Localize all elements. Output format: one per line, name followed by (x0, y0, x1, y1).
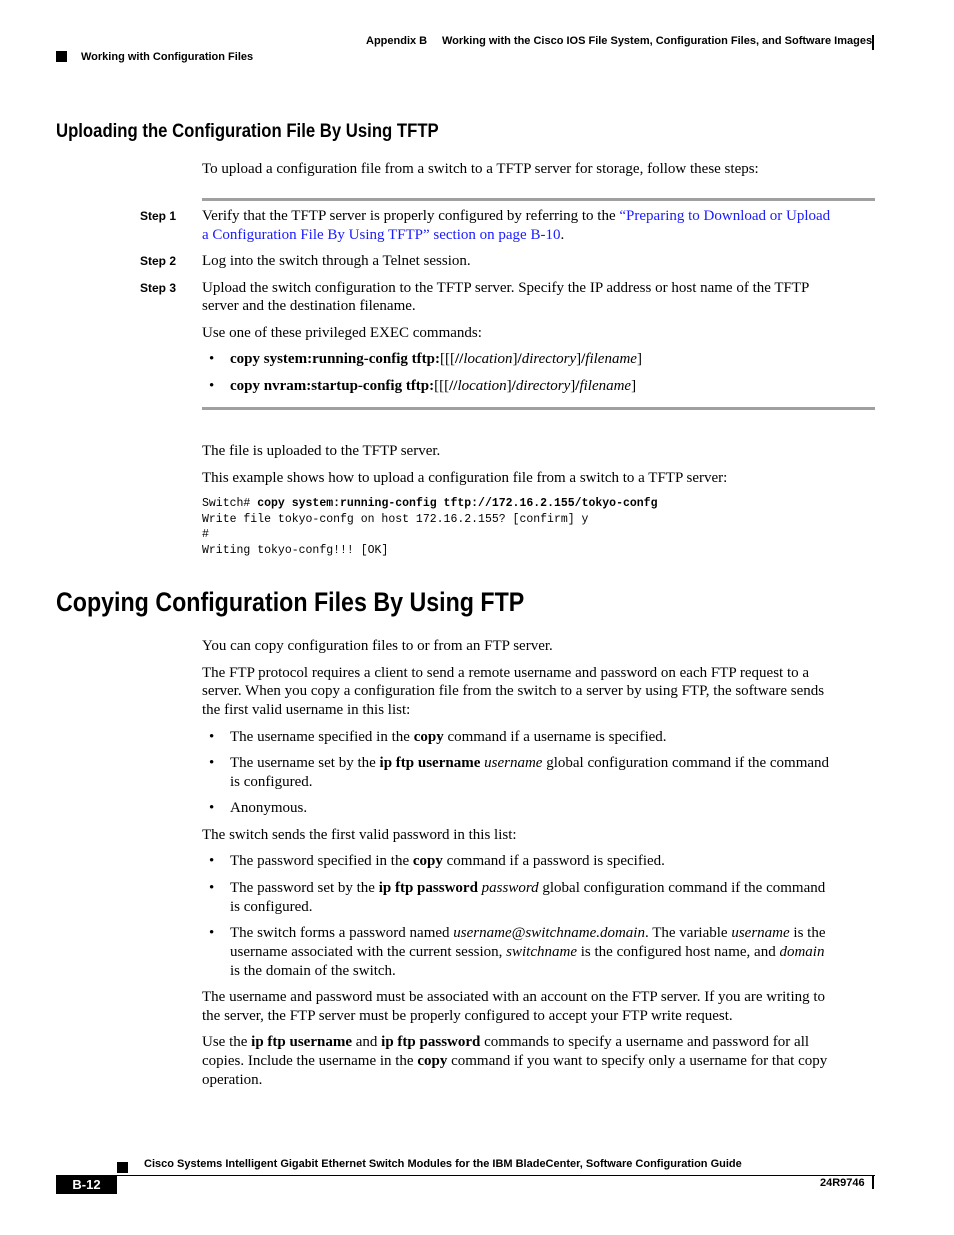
step1-text-line2 (202, 226, 564, 245)
password-item-3-line3: is the domain of the switch. (230, 963, 396, 979)
step1-label: Step 1 (140, 209, 177, 223)
code-line2: Write file tokyo-confg on host 172.16.2.155? [confirm] y (202, 513, 589, 526)
username-item-3: Anonymous. (230, 800, 308, 816)
ftp-p4-line2: the server, the FTP server must be properly configured to accept your FTP write request. (202, 1008, 733, 1024)
step1-link-part1[interactable]: “Preparing to Download or Upload (619, 208, 831, 224)
ftp-p5-line1: Use the ip ftp username and ip ftp password commands to specify a username and password for all (202, 1034, 810, 1050)
footer-doc-number: 24R9746 (820, 1177, 865, 1189)
steps-top-rule (202, 198, 875, 201)
section-heading-ftp: Copying Configuration Files By Using FTP (56, 587, 525, 617)
ftp-p5-line3: operation. (202, 1072, 263, 1088)
header-square (56, 51, 67, 62)
step1-link-part2[interactable]: a Configuration File By Using TFTP” section on page B-10 (202, 227, 561, 243)
uploaded-text: The file is uploaded to the TFTP server. (202, 443, 441, 459)
username-item-1: The username specified in the copy command if a username is specified. (230, 729, 667, 745)
bullet-u3: • (209, 800, 215, 816)
code-prompt: Switch# (202, 497, 258, 510)
cmd2-keyword: copy nvram:startup-config tftp: (230, 378, 435, 394)
command-running-config: copy system:running-config tftp:[[[//location]/directory]/filename] (230, 351, 642, 367)
cmd1-keyword: copy system:running-config tftp: (230, 351, 440, 367)
ftp-p3: The switch sends the first valid password in this list: (202, 827, 517, 843)
bullet-w2: • (209, 880, 215, 896)
bullet-w3: • (209, 925, 215, 941)
password-item-2: The password set by the ip ftp password password global configuration command if the command (230, 880, 826, 896)
bullet-cmd1: • (209, 351, 215, 367)
command-startup-config: copy nvram:startup-config tftp:[[[//location]/directory]/filename] (230, 378, 637, 394)
code-command: copy system:running-config tftp://172.16.2.155/tokyo-confg (257, 497, 658, 510)
header-section: Working with Configuration Files (81, 51, 254, 63)
ftp-p2-line3: the first valid username in this list: (202, 702, 411, 718)
password-item-1: The password specified in the copy command if a password is specified. (230, 853, 665, 869)
code-line3: # (202, 528, 209, 541)
step1-period: . (560, 227, 565, 243)
ftp-p5-line2: copies. Include the username in the copy command if you want to specify only a username for that copy (202, 1053, 828, 1069)
tftp-intro: To upload a configuration file from a switch to a TFTP server for storage, follow these steps: (202, 161, 759, 177)
use-one-text: Use one of these privileged EXEC commands: (202, 325, 482, 341)
footer-title: Cisco Systems Intelligent Gigabit Ethernet Switch Modules for the IBM BladeCenter, Software Configuration Guide (144, 1158, 742, 1170)
password-item-2-line2: is configured. (230, 899, 313, 915)
step2-text: Log into the switch through a Telnet session. (202, 253, 471, 269)
username-item-2-line2: is configured. (230, 774, 313, 790)
footer-rule (117, 1175, 875, 1176)
section-heading-tftp: Uploading the Configuration File By Using TFTP (56, 121, 439, 142)
step3-line1: Upload the switch configuration to the TFTP server. Specify the IP address or host name of the TFTP (202, 280, 810, 296)
username-item-2: The username set by the ip ftp username username global configuration command if the command (230, 755, 830, 771)
footer-page-number: B-12 (72, 1177, 101, 1192)
step3-line2: server and the destination filename. (202, 298, 416, 314)
code-line1 (202, 496, 657, 512)
ftp-p1: You can copy configuration files to or from an FTP server. (202, 638, 553, 654)
step3-label: Step 3 (140, 281, 177, 295)
bullet-u1: • (209, 729, 215, 745)
footer-square (117, 1162, 128, 1173)
bullet-u2: • (209, 755, 215, 771)
header-chapter: Working with the Cisco IOS File System, Configuration Files, and Software Images (442, 35, 873, 47)
password-item-3: The switch forms a password named username@switchname.domain. The variable username is the (230, 925, 826, 941)
ftp-p2-line2: server. When you copy a configuration file from the switch to a server by using FTP, the software sends (202, 683, 825, 699)
header-bar-right (872, 35, 874, 50)
ftp-p2-line1: The FTP protocol requires a client to send a remote username and password on each FTP request to a (202, 665, 810, 681)
step1-text (202, 207, 882, 226)
password-item-3-line2: username associated with the current session, switchname is the configured host name, and domain (230, 944, 825, 960)
steps-bottom-rule (202, 407, 875, 410)
ftp-p4-line1: The username and password must be associated with an account on the FTP server. If you are writing to (202, 989, 826, 1005)
footer-bar-right (872, 1175, 874, 1189)
bullet-cmd2: • (209, 378, 215, 394)
code-line4: Writing tokyo-confg!!! [OK] (202, 544, 389, 557)
bullet-w1: • (209, 853, 215, 869)
step2-label: Step 2 (140, 254, 177, 268)
example-intro: This example shows how to upload a configuration file from a switch to a TFTP server: (202, 470, 728, 486)
header-appendix: Appendix B (366, 35, 428, 47)
step1-text-start: Verify that the TFTP server is properly configured by referring to the (202, 208, 620, 224)
